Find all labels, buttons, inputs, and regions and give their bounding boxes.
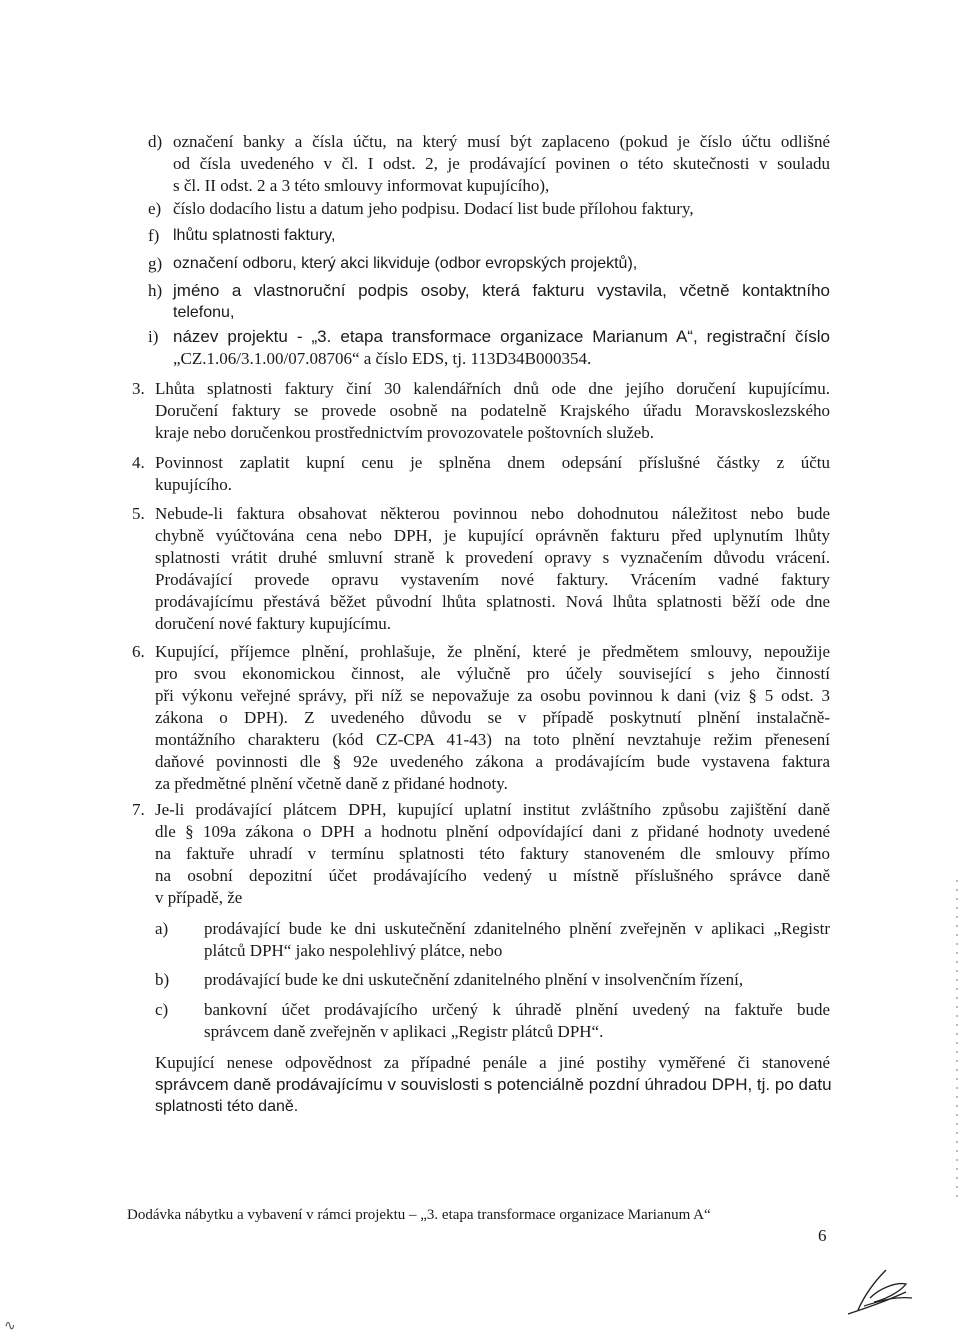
- list-item-text: název projektu - „3. etapa transformace organizace Marianum A“, registrační číslo: [173, 327, 830, 346]
- point-text: Doručení faktury se provede osobně na podatelně Krajského úřadu Moravskoslezského: [155, 401, 830, 420]
- list-item-text: číslo dodacího listu a datum jeho podpisu. Dodací list bude přílohou faktury,: [173, 199, 694, 218]
- sub-item-text: správcem daně zveřejněn v aplikaci „Registr plátců DPH“.: [204, 1022, 604, 1041]
- point-number: 7.: [132, 800, 145, 819]
- point-text: na osobní depozitní účet prodávajícího vedený u místně příslušného správce daně: [155, 866, 830, 885]
- list-item-text: označení odboru, který akci likviduje (odbor evropských projektů),: [173, 255, 638, 272]
- list-item-text: označení banky a čísla účtu, na který musí být zaplaceno (pokud je číslo účtu odlišné: [173, 132, 830, 151]
- point-text: zákona o DPH). Z uvedeného důvodu se v případě poskytnutí plnění instalačně-: [155, 708, 830, 727]
- point-number: 3.: [132, 379, 145, 398]
- closing-text: splatnosti této daně.: [155, 1098, 299, 1115]
- point-text: kraje nebo doručenkou prostřednictvím provozovatele poštovních služeb.: [155, 423, 654, 442]
- sub-item-text: prodávající bude ke dni uskutečnění zdanitelného plnění v insolvenčním řízení,: [204, 970, 744, 989]
- point-text: Kupující, příjemce plnění, prohlašuje, že plnění, které je předmětem smlouvy, nepoužije: [155, 642, 830, 661]
- list-item-text: „CZ.1.06/3.1.00/07.08706“ a číslo EDS, tj. 113D34B000354.: [173, 349, 592, 368]
- point-text: na faktuře uhradí v termínu splatnosti této faktury stanoveném dle smlouvy přímo: [155, 844, 830, 863]
- scan-edge-mark: [956, 880, 958, 1200]
- list-label: f): [148, 226, 160, 245]
- list-label: h): [148, 281, 163, 300]
- point-text: prodávajícímu přestává běžet původní lhůta splatnosti. Nová lhůta splatnosti běží ode dne: [155, 592, 830, 611]
- list-label: e): [148, 199, 162, 218]
- list-item-text: lhůtu splatnosti faktury,: [173, 227, 336, 244]
- point-text: Je-li prodávající plátcem DPH, kupující uplatní institut zvláštního způsobu zajištění daně: [155, 800, 830, 819]
- point-text: chybně vyúčtována cena nebo DPH, je kupující oprávněn fakturu před uplynutím lhůty: [155, 526, 830, 545]
- sub-item-label: c): [155, 1000, 169, 1019]
- point-text: pro svou ekonomickou činnost, ale výlučně pro účely související s jeho činností: [155, 664, 830, 683]
- list-item-text: s čl. II odst. 2 a 3 této smlouvy informovat kupujícího),: [173, 176, 550, 195]
- point-number: 6.: [132, 642, 145, 661]
- point-text: při výkonu veřejné správy, při níž se nepovažuje za osobu povinnou k dani (viz § 5 odst. 3: [155, 686, 830, 705]
- point-text: Prodávající provede opravu vystavením nové faktury. Vrácením vadné faktury: [155, 570, 830, 589]
- list-label: i): [148, 327, 159, 346]
- point-text: Nebude-li faktura obsahovat některou povinnou nebo dohodnutou náležitost nebo bude: [155, 504, 830, 523]
- page-footer: Dodávka nábytku a vybavení v rámci projektu – „3. etapa transformace organizace Marianum A“: [127, 1207, 711, 1223]
- page-number: 6: [818, 1226, 827, 1245]
- sub-item-text: plátců DPH“ jako nespolehlivý plátce, nebo: [204, 941, 503, 960]
- list-item-text: telefonu,: [173, 304, 235, 321]
- sub-item-label: b): [155, 970, 170, 989]
- point-text: dle § 109a zákona o DPH a hodnotu plnění odpovídající dani z přidané hodnoty uvedené: [155, 822, 830, 841]
- list-label: g): [148, 254, 163, 273]
- closing-text: Kupující nenese odpovědnost za případné penále a jiné postihy vyměřené či stanovené: [155, 1053, 830, 1072]
- point-text: montážního charakteru (kód CZ-CPA 41-43) na toto plnění nevztahuje režim přenesení: [155, 730, 830, 749]
- point-text: v případě, že: [155, 888, 243, 907]
- sub-item-label: a): [155, 919, 169, 938]
- point-text: Lhůta splatnosti faktury činí 30 kalendářních dnů ode dne jejího doručení kupujícímu.: [155, 379, 830, 398]
- point-text: doručení nové faktury kupujícímu.: [155, 614, 392, 633]
- list-item-text: jméno a vlastnoruční podpis osoby, která fakturu vystavila, včetně kontaktního: [173, 281, 830, 300]
- point-text: splatnosti vrátit druhé smluvní straně k provedení opravy s vyznačením důvodu vrácení.: [155, 548, 830, 567]
- closing-text: správcem daně prodávajícímu v souvislosti s potenciálně pozdní úhradou DPH, tj. po datu: [155, 1075, 832, 1094]
- point-text: kupujícího.: [155, 475, 232, 494]
- point-text: Povinnost zaplatit kupní cenu je splněna dnem odepsání příslušné částky z účtu: [155, 453, 830, 472]
- sub-item-text: prodávající bude ke dni uskutečnění zdanitelného plnění zveřejněn v aplikaci „Registr: [204, 919, 830, 938]
- point-number: 5.: [132, 504, 145, 523]
- signature-initials: [840, 1262, 920, 1322]
- point-number: 4.: [132, 453, 145, 472]
- point-text: daňové povinnosti dle § 92e uvedeného zákona a prodávajícím bude vystavena faktura: [155, 752, 830, 771]
- point-text: za předmětné plnění včetně daně z přidané hodnoty.: [155, 774, 508, 793]
- sub-item-text: bankovní účet prodávajícího určený k úhradě plnění uvedený na faktuře bude: [204, 1000, 830, 1019]
- list-label: d): [148, 132, 163, 151]
- list-item-text: od čísla uvedeného v čl. I odst. 2, je prodávající povinen o této skutečnosti v souladu: [173, 154, 830, 173]
- corner-mark: ∿: [4, 1319, 16, 1334]
